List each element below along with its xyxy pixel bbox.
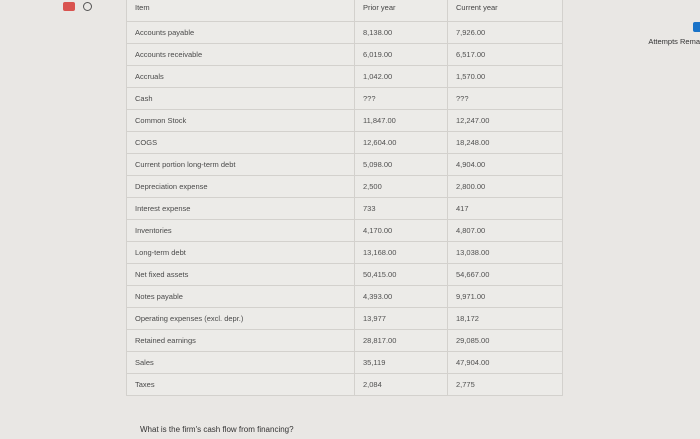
table-row (127, 22, 563, 44)
badge-icon (63, 2, 75, 11)
row-item: COGS (127, 132, 355, 154)
row-prior-year: 28,817.00 (355, 330, 448, 352)
table-row (127, 374, 563, 396)
row-prior-year: 35,119 (355, 352, 448, 374)
row-item: Long-term debt (127, 242, 355, 264)
row-current-year: 2,800.00 (448, 176, 563, 198)
header-prior-year: Prior year (355, 0, 448, 22)
row-item: Common Stock (127, 110, 355, 132)
row-current-year: ??? (448, 88, 563, 110)
table-row (127, 154, 563, 176)
table-header-row (127, 0, 563, 22)
side-panel-tab[interactable] (693, 22, 700, 32)
row-current-year: 18,248.00 (448, 132, 563, 154)
row-current-year: 7,926.00 (448, 22, 563, 44)
row-prior-year: 5,098.00 (355, 154, 448, 176)
row-item: Cash (127, 88, 355, 110)
header-current-year: Current year (448, 0, 563, 22)
row-current-year: 4,807.00 (448, 220, 563, 242)
row-prior-year: 8,138.00 (355, 22, 448, 44)
row-item: Notes payable (127, 286, 355, 308)
table-row (127, 66, 563, 88)
table-row (127, 198, 563, 220)
row-current-year: 12,247.00 (448, 110, 563, 132)
row-prior-year: 2,084 (355, 374, 448, 396)
row-item: Operating expenses (excl. depr.) (127, 308, 355, 330)
row-current-year: 2,775 (448, 374, 563, 396)
row-current-year: 18,172 (448, 308, 563, 330)
table-row (127, 330, 563, 352)
row-item: Accounts receivable (127, 44, 355, 66)
table-row (127, 44, 563, 66)
row-current-year: 4,904.00 (448, 154, 563, 176)
table-row (127, 308, 563, 330)
row-prior-year: 2,500 (355, 176, 448, 198)
row-current-year: 9,971.00 (448, 286, 563, 308)
financial-data-table (126, 0, 563, 396)
row-prior-year: ??? (355, 88, 448, 110)
table-body (127, 22, 563, 396)
table-row (127, 286, 563, 308)
row-current-year: 417 (448, 198, 563, 220)
corner-icons (63, 2, 92, 11)
row-prior-year: 4,393.00 (355, 286, 448, 308)
attempts-remaining-label: Attempts Rema (648, 37, 700, 46)
row-item: Current portion long-term debt (127, 154, 355, 176)
row-current-year: 29,085.00 (448, 330, 563, 352)
circle-icon (83, 2, 92, 11)
row-prior-year: 12,604.00 (355, 132, 448, 154)
table-row (127, 220, 563, 242)
row-prior-year: 733 (355, 198, 448, 220)
financial-data-table-container (126, 0, 562, 396)
table-row (127, 176, 563, 198)
row-item: Retained earnings (127, 330, 355, 352)
table-row (127, 132, 563, 154)
row-item: Interest expense (127, 198, 355, 220)
row-prior-year: 50,415.00 (355, 264, 448, 286)
table-row (127, 88, 563, 110)
row-prior-year: 6,019.00 (355, 44, 448, 66)
row-current-year: 54,667.00 (448, 264, 563, 286)
question-text: What is the firm's cash flow from financing? (140, 425, 294, 434)
row-current-year: 1,570.00 (448, 66, 563, 88)
row-item: Sales (127, 352, 355, 374)
row-prior-year: 13,168.00 (355, 242, 448, 264)
row-item: Accruals (127, 66, 355, 88)
table-row (127, 352, 563, 374)
table-row (127, 264, 563, 286)
row-prior-year: 1,042.00 (355, 66, 448, 88)
row-item: Net fixed assets (127, 264, 355, 286)
table-row (127, 110, 563, 132)
row-item: Taxes (127, 374, 355, 396)
row-current-year: 47,904.00 (448, 352, 563, 374)
row-item: Accounts payable (127, 22, 355, 44)
table-row (127, 242, 563, 264)
row-current-year: 6,517.00 (448, 44, 563, 66)
header-item: Item (127, 0, 355, 22)
row-item: Depreciation expense (127, 176, 355, 198)
row-prior-year: 13,977 (355, 308, 448, 330)
row-item: Inventories (127, 220, 355, 242)
row-prior-year: 11,847.00 (355, 110, 448, 132)
row-current-year: 13,038.00 (448, 242, 563, 264)
row-prior-year: 4,170.00 (355, 220, 448, 242)
